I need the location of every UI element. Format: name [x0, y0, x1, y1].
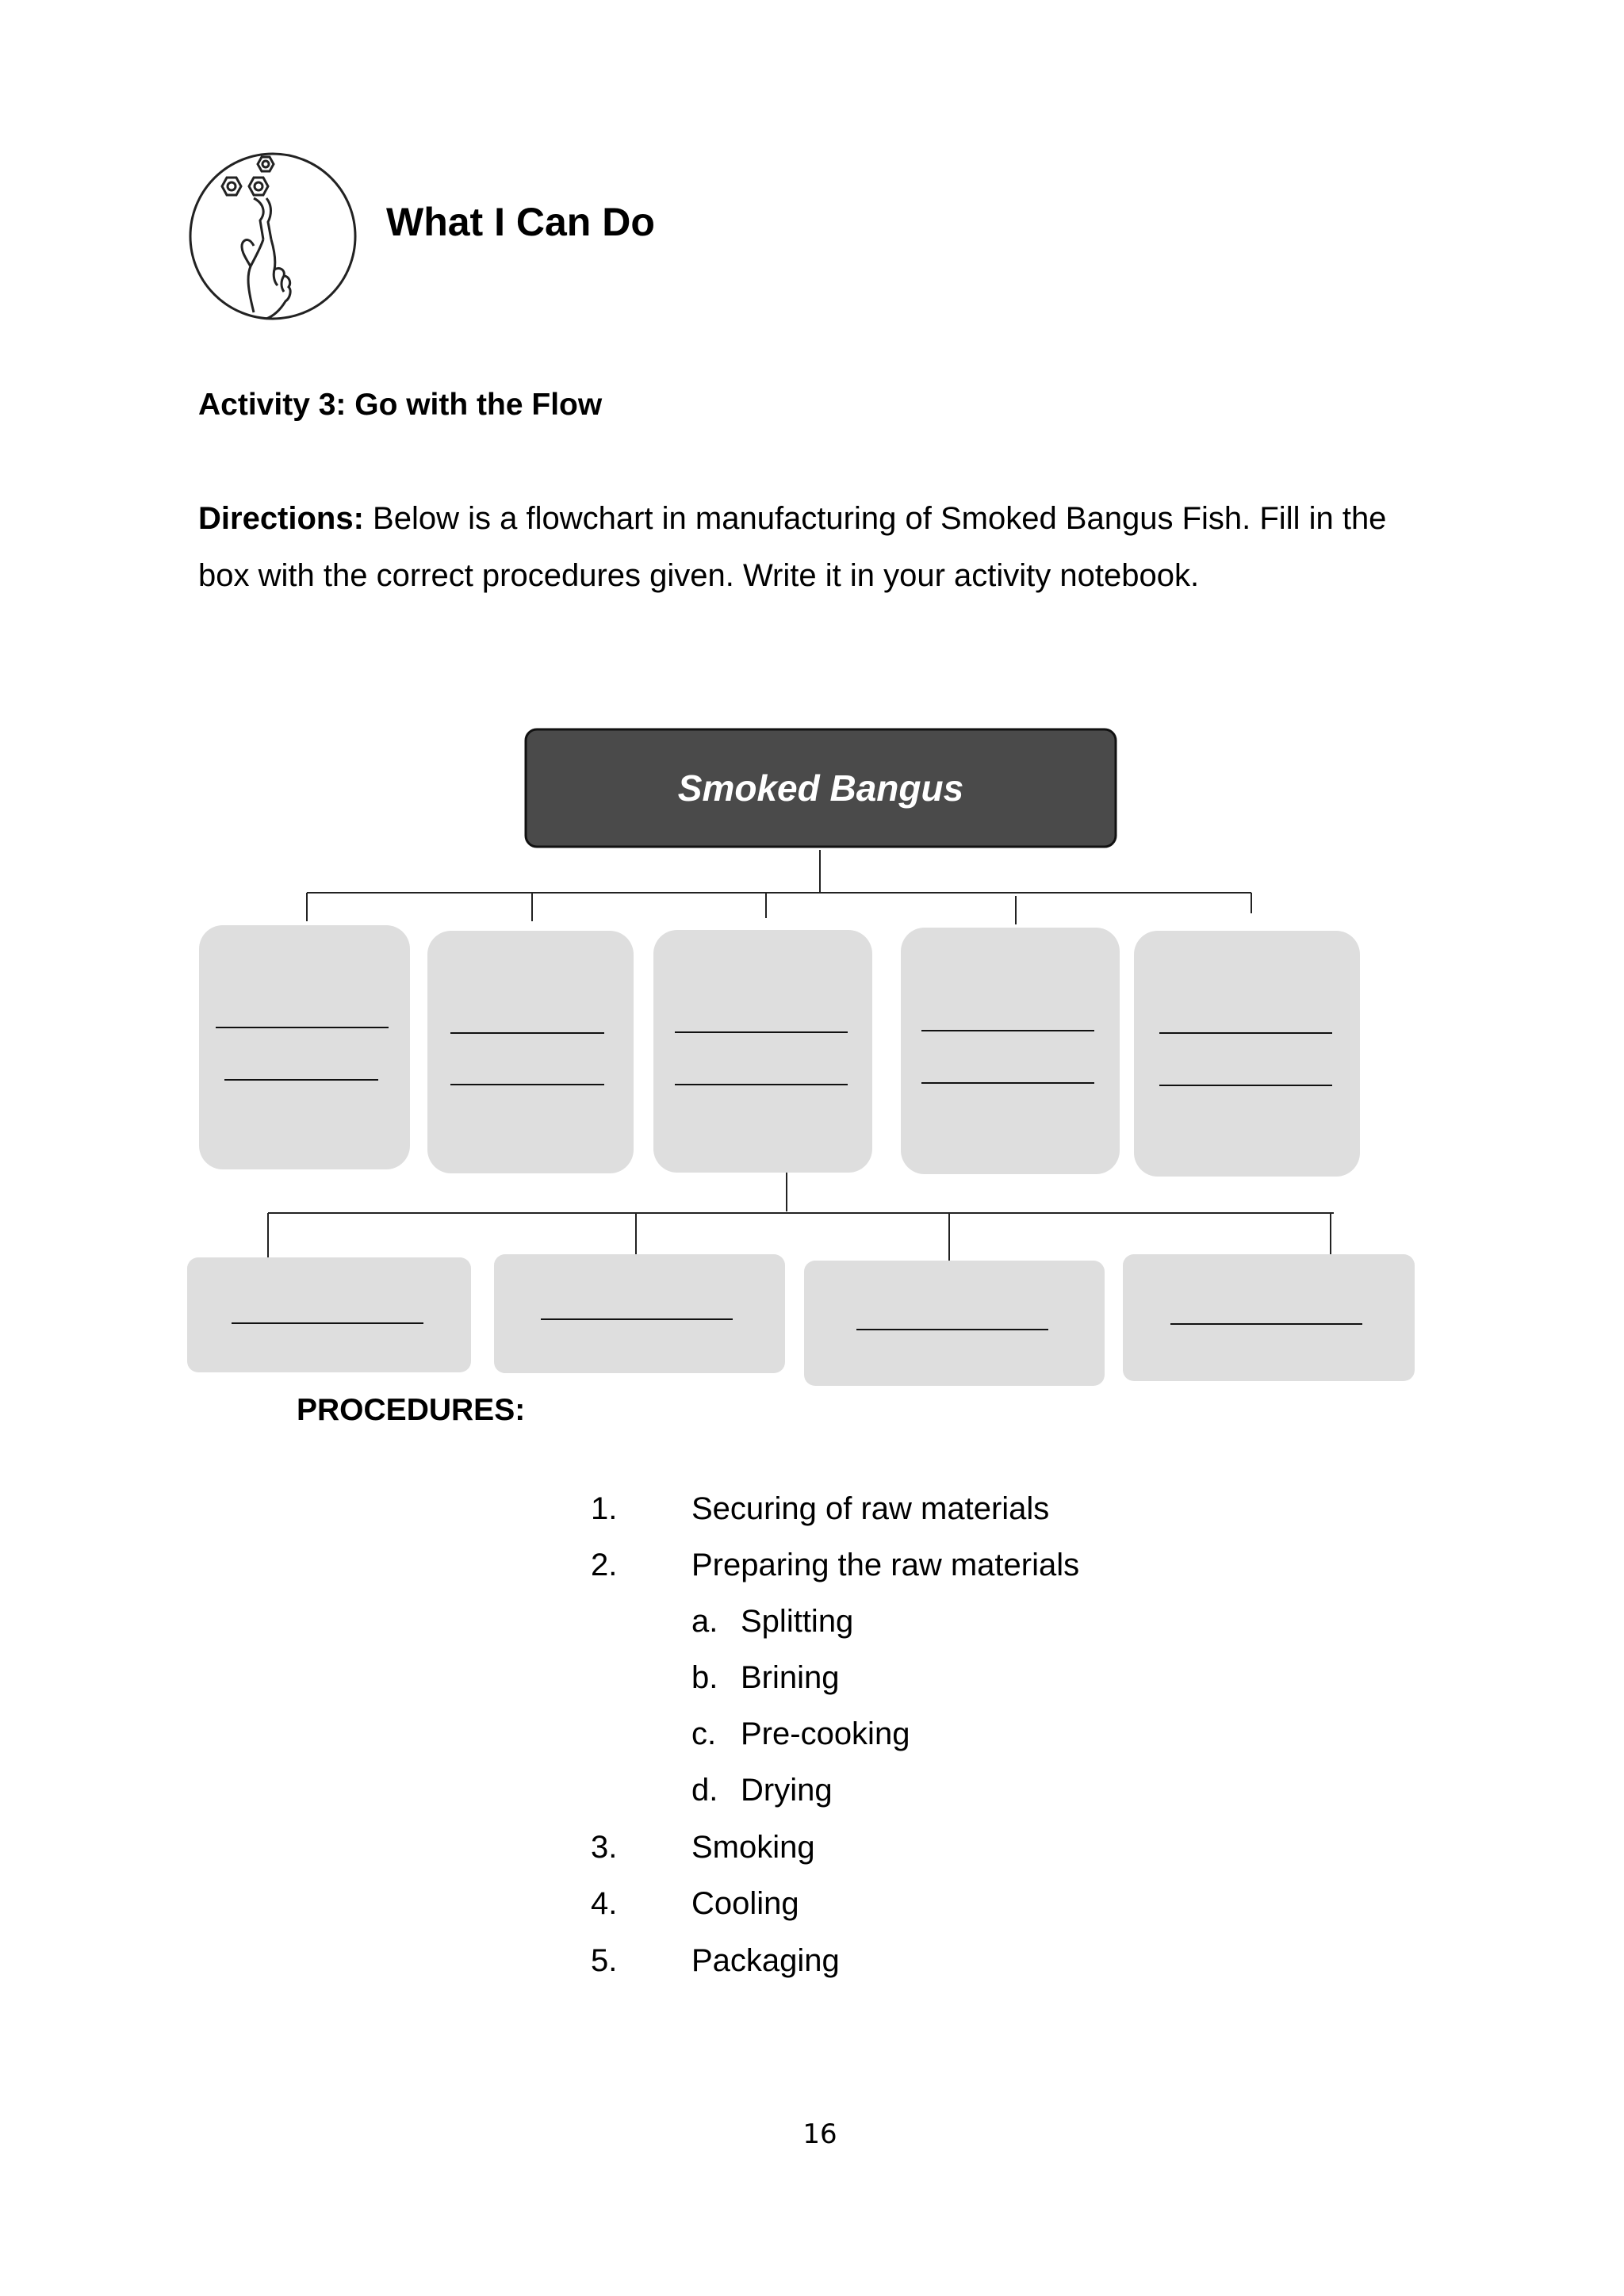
- subitem-text: Splitting: [741, 1604, 854, 1639]
- flow-box-2c[interactable]: [804, 1261, 1105, 1386]
- procedure-number: 4.: [591, 1886, 618, 1921]
- level-1-boxes: [199, 925, 1360, 1177]
- procedure-text: Packaging: [691, 1943, 840, 1978]
- procedure-text: Securing of raw materials: [691, 1491, 1050, 1526]
- connectors-level-1: [307, 850, 1251, 924]
- subitem-text: Pre-cooking: [741, 1716, 910, 1751]
- subitem-text: Drying: [741, 1773, 833, 1808]
- root-box-label: Smoked Bangus: [677, 767, 964, 809]
- flow-box-5[interactable]: [1134, 931, 1360, 1177]
- level-2-boxes: [187, 1254, 1415, 1386]
- procedures-heading: PROCEDURES:: [297, 1393, 526, 1427]
- procedure-number: 3.: [591, 1830, 618, 1865]
- activity-title: Activity 3: Go with the Flow: [198, 388, 603, 422]
- procedure-number: 5.: [591, 1943, 618, 1978]
- procedure-number: 1.: [591, 1491, 618, 1526]
- flow-box-2[interactable]: [427, 931, 634, 1173]
- subitem-letter: a.: [691, 1604, 718, 1639]
- section-title: What I Can Do: [386, 200, 655, 244]
- subitem-letter: b.: [691, 1660, 718, 1695]
- procedure-text: Preparing the raw materials: [691, 1548, 1080, 1582]
- subitem-text: Brining: [741, 1660, 840, 1695]
- flow-box-3[interactable]: [653, 930, 872, 1173]
- flow-box-4[interactable]: [901, 928, 1120, 1174]
- page-number: 16: [802, 2118, 837, 2150]
- subitem-letter: d.: [691, 1773, 718, 1808]
- directions-text: Below is a flowchart in manufacturing of Smoked Bangus Fish. Fill in the box with the correct procedures given. Write it in your activity notebook.: [198, 501, 1387, 593]
- procedure-text: Cooling: [691, 1886, 799, 1921]
- connectors-level-2: [268, 1173, 1334, 1261]
- flow-box-2a[interactable]: [187, 1257, 471, 1372]
- flow-box-2d[interactable]: [1123, 1254, 1415, 1381]
- flow-box-2b[interactable]: [494, 1254, 785, 1373]
- flow-box-1[interactable]: [199, 925, 410, 1169]
- subitem-letter: c.: [691, 1716, 717, 1751]
- procedure-number: 2.: [591, 1548, 618, 1582]
- directions-label: Directions:: [198, 501, 364, 536]
- procedure-text: Smoking: [691, 1830, 815, 1865]
